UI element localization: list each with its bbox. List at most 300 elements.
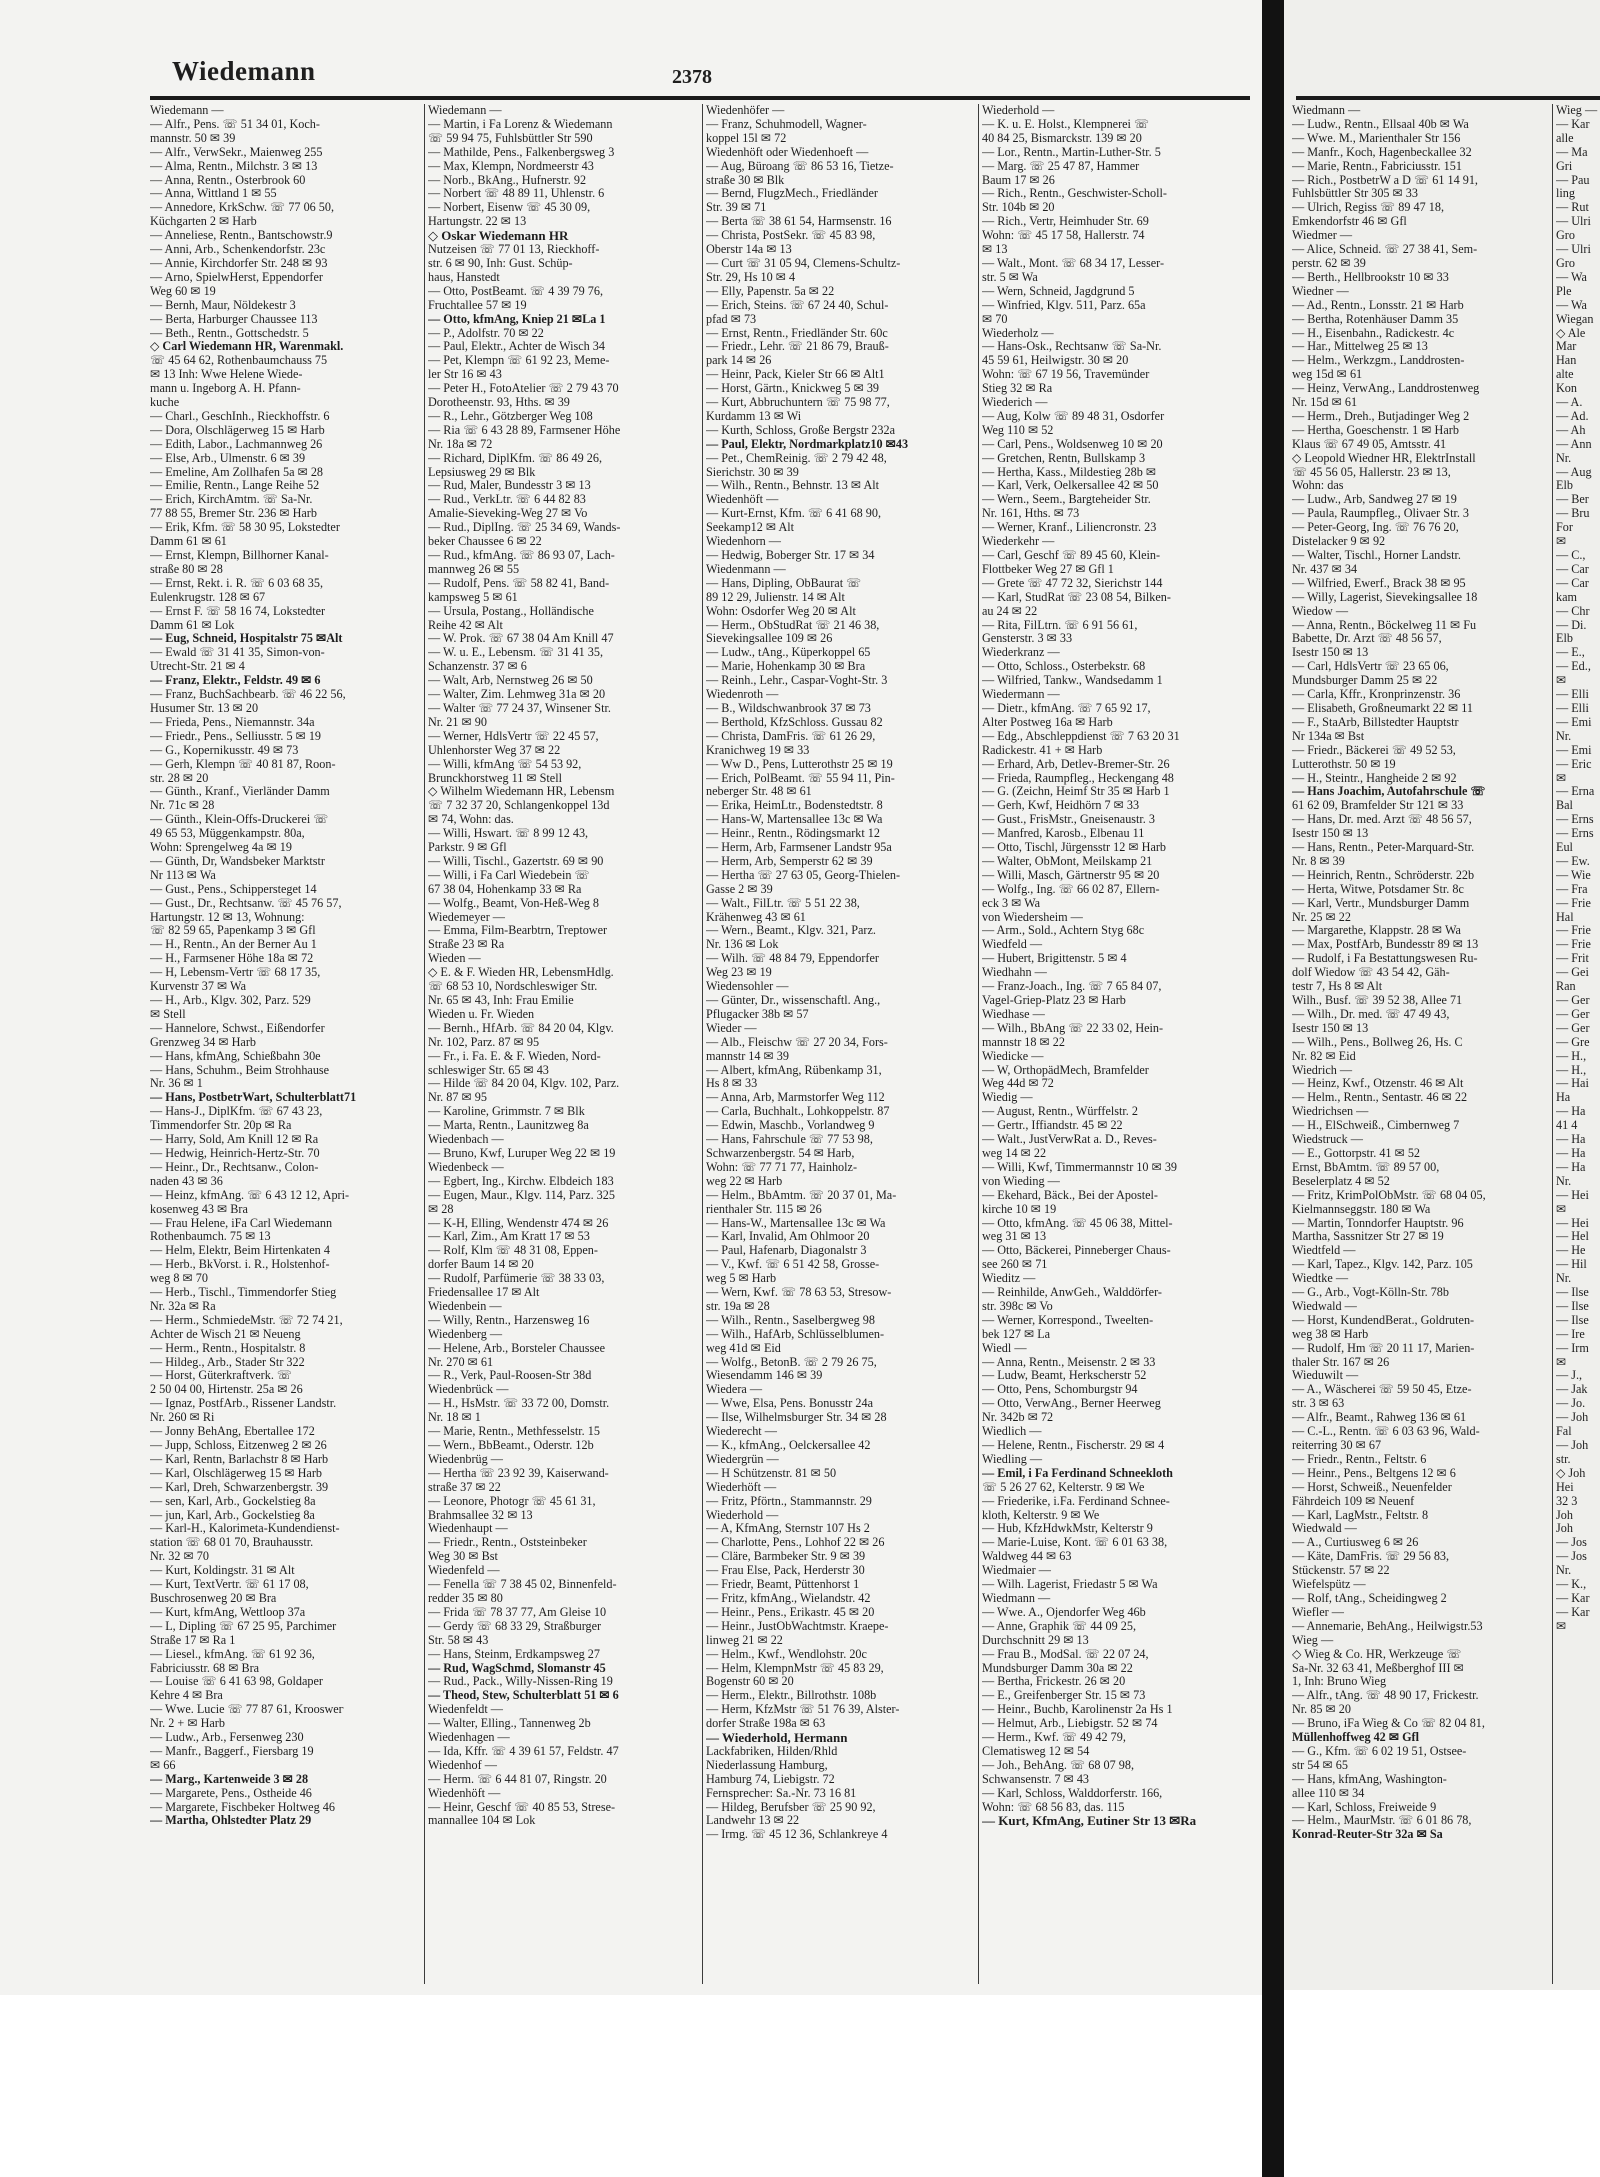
directory-entry: mannstr. 50 ✉ 39 [150, 131, 236, 145]
directory-entry: — Ww D., Pens, Lutterothstr 25 ✉ 19 [706, 757, 893, 771]
directory-entry: — Frie [1556, 938, 1591, 952]
directory-entry: — Herm, Arb, Farmsener Landstr 95a [706, 841, 892, 855]
directory-entry: — Hans, Steinm, Erdkampsweg 27 [428, 1647, 600, 1661]
directory-entry: — Wilh., BbAng ☏ 22 33 02, Hein- [982, 1021, 1164, 1035]
directory-entry: Oberstr 14a ✉ 13 [706, 243, 792, 257]
directory-entry: — Emi [1556, 715, 1592, 729]
directory-entry: — Frau Helene, iFa Carl Wiedemann [150, 1216, 333, 1230]
running-head-name: Wiedemann [172, 56, 316, 86]
directory-entry: — Friederike, i.Fa. Ferdinand Schnee- [982, 1494, 1170, 1508]
directory-entry: Sierichstr. 30 ✉ 39 [706, 465, 799, 479]
directory-entry: Wiedmann — [1292, 104, 1361, 117]
directory-entry: Fährdeich 109 ✉ Neuenf [1292, 1494, 1415, 1508]
directory-entry: Elb [1556, 479, 1573, 493]
directory-entry: — K., kfmAng., Oelckersallee 42 [706, 1439, 871, 1452]
directory-entry: — Anna, Rentn., Osterbrook 60 [150, 173, 306, 187]
directory-entry: — Carla, Kffr., Kronprinzenstr. 36 [1292, 688, 1461, 702]
directory-entry: — Rudolf, Parfümerie ☏ 38 33 03, [428, 1272, 605, 1286]
directory-entry: — Wilh. ☏ 48 84 79, Eppendorfer [706, 952, 879, 966]
directory-entry: — Ludw., Arb, Sandweg 27 ✉ 19 [1292, 493, 1457, 507]
directory-entry: dorfer Straße 198a ✉ 63 [706, 1717, 826, 1731]
directory-entry: — Walt., Mont. ☏ 68 34 17, Lesser- [982, 256, 1165, 270]
directory-entry: — Ma [1556, 145, 1588, 159]
directory-entry: — Wern., BbBeamt., Oderstr. 12b [428, 1439, 594, 1452]
directory-entry: — Wilh., Dr. med. ☏ 47 49 43, [1292, 1007, 1450, 1021]
directory-entry: Nr. 102, Parz. 87 ✉ 95 [428, 1035, 540, 1049]
directory-entry: Nr. [1556, 451, 1572, 465]
directory-entry: — Hedwig, Heinrich-Hertz-Str. 70 [150, 1146, 320, 1160]
directory-entry: — Pau [1556, 173, 1590, 187]
directory-entry: ling [1556, 187, 1575, 201]
directory-entry: — Willy, Rentn., Harzensweg 16 [428, 1313, 590, 1327]
directory-entry: Ple [1556, 284, 1572, 298]
directory-entry: Wiedig — [982, 1091, 1033, 1105]
directory-entry: Wiederhold — [982, 104, 1055, 117]
directory-column-3 [706, 104, 976, 1984]
header-rule [150, 96, 1250, 100]
directory-entry: — Hertha ☏ 27 63 05, Georg-Thielen- [706, 868, 901, 882]
directory-entry: straße 37 ✉ 22 [428, 1480, 501, 1494]
directory-entry: Nr. 71c ✉ 28 [150, 799, 215, 813]
directory-entry: — Wern, Kwf. ☏ 78 63 53, Stresow- [706, 1286, 892, 1300]
directory-entry: Weg 30 ✉ Bst [428, 1550, 498, 1564]
directory-entry: von Wieding — [982, 1174, 1060, 1188]
directory-entry: Distelacker 9 ✉ 92 [1292, 535, 1386, 549]
directory-entry: Wiedenhorn — [706, 535, 781, 549]
directory-entry: — Charl., GeschInh., Rieckhoffstr. 6 [150, 409, 330, 423]
directory-entry: — Ludw., Arb., Fersenweg 230 [150, 1731, 304, 1745]
directory-entry: — Hedwig, Boberger Str. 17 ✉ 34 [706, 549, 875, 562]
directory-entry: Wiedfeld — [982, 938, 1043, 952]
directory-entry: — Wilfried, Ewerf., Brack 38 ✉ 95 [1292, 576, 1466, 590]
directory-entry: — G., Arb., Vogt-Kölln-Str. 78b [1292, 1286, 1449, 1300]
directory-entry: — Ernst, Rentn., Friedländer Str. 60c [706, 326, 888, 340]
directory-entry: — Ignaz, PostfArb., Rissener Landstr. [150, 1397, 337, 1411]
directory-entry: — Margarete, Fischbeker Holtweg 46 [150, 1800, 335, 1814]
directory-entry: — J., [1556, 1369, 1583, 1383]
directory-entry: — Rich., Rentn., Geschwister-Scholl- [982, 187, 1167, 201]
directory-entry: — Willi, i Fa Carl Wiedebein ☏ [428, 868, 590, 882]
directory-entry: — Aug, Büroang ☏ 86 53 16, Tietze- [706, 159, 894, 173]
directory-entry: Wohn: das [1292, 479, 1344, 493]
directory-entry: — R., Lehr., Götzberger Weg 108 [428, 409, 593, 423]
directory-entry: — Erhard, Arb, Detlev-Bremer-Str. 26 [982, 757, 1170, 771]
directory-entry: eck 3 ✉ Wa [982, 896, 1041, 910]
directory-entry: Nr. 85 ✉ 20 [1292, 1703, 1351, 1717]
directory-entry: — Karl, Schloss, Freiweide 9 [1292, 1800, 1437, 1814]
directory-entry: — Curt ☏ 31 05 94, Clemens-Schultz- [706, 256, 901, 270]
directory-entry: — Hans, PostbetrWart, Schulterblatt71 [150, 1091, 357, 1105]
directory-entry: — Ulri [1556, 243, 1591, 257]
directory-entry: — Leonore, Photogr ☏ 45 61 31, [428, 1494, 596, 1508]
directory-entry: Küchgarten 2 ✉ Harb [150, 215, 257, 229]
directory-entry: Mundsburger Damm 30a ✉ 22 [982, 1661, 1133, 1675]
directory-entry: — Erik, Kfm. ☏ 58 30 95, Lokstedter [150, 521, 340, 535]
directory-entry: — Hans-W, Martensallee 13c ✉ Wa [706, 813, 883, 827]
directory-entry: park 14 ✉ 26 [706, 354, 772, 368]
directory-entry: — Heinr., Pens., Beltgens 12 ✉ 6 [1292, 1466, 1456, 1480]
directory-entry: Nr. 270 ✉ 61 [428, 1355, 494, 1369]
directory-entry: Nr. 21 ✉ 90 [428, 715, 487, 729]
directory-entry: — Annemarie, BehAng., Heilwigstr.53 [1292, 1619, 1483, 1633]
directory-entry: — Walter, Tischl., Horner Landstr. [1292, 549, 1461, 562]
directory-entry: Weg 110 ✉ 52 [982, 423, 1054, 437]
directory-entry: — Marta, Rentn., Launitzweg 8a [428, 1119, 589, 1133]
directory-entry: Nr. 15d ✉ 61 [1292, 396, 1358, 410]
directory-entry: Alter Postweg 16a ✉ Harb [982, 715, 1113, 729]
directory-entry: — Rudolf, Pens. ☏ 58 82 41, Band- [428, 576, 610, 590]
directory-entry: perstr. 62 ✉ 39 [1292, 256, 1366, 270]
directory-entry: Weg 23 ✉ 19 [706, 966, 772, 980]
directory-column-6 [1556, 104, 1600, 1984]
directory-entry: weg 38 ✉ Harb [1292, 1327, 1369, 1341]
directory-entry: — Erich, PolBeamt. ☏ 55 94 11, Pin- [706, 771, 895, 785]
directory-entry: — Hans, Dipling, ObBaurat ☏ [706, 576, 862, 590]
directory-entry: — A., Wäscherei ☏ 59 50 45, Etze- [1292, 1383, 1472, 1397]
directory-entry: — Aug, Kolw ☏ 89 48 31, Osdorfer [982, 409, 1165, 423]
directory-entry: Wiedtke — [1292, 1272, 1349, 1286]
directory-entry: str. 6 ✉ 90, Inh: Gust. Schüp- [428, 256, 573, 270]
directory-entry: — Carl, Geschf ☏ 89 45 60, Klein- [982, 549, 1161, 562]
directory-entry: — Willi, Masch, Gärtnerstr 95 ✉ 20 [982, 868, 1160, 882]
directory-entry: Hal [1556, 910, 1574, 924]
directory-entry: Damm 61 ✉ Lok [150, 618, 235, 632]
directory-entry: Wiefler — [1292, 1605, 1344, 1619]
directory-entry: ✉ [1556, 1202, 1567, 1216]
directory-entry: Wiedenhagen — [428, 1731, 510, 1745]
directory-entry: Wohn: ☏ 67 19 56, Travemünder [982, 368, 1150, 382]
directory-entry: — Karl, StudRat ☏ 23 08 54, Bilken- [982, 590, 1171, 604]
directory-entry: — He [1556, 1244, 1586, 1258]
directory-entry: — Wern., Beamt., Klgv. 321, Parz. [706, 924, 876, 938]
directory-entry: — Friedr, Beamt, Püttenhorst 1 [706, 1578, 860, 1592]
directory-entry: — Dora, Olschlägerweg 15 ✉ Harb [150, 423, 325, 437]
directory-entry: — Fenella ☏ 7 38 45 02, Binnenfeld- [428, 1578, 617, 1592]
directory-entry: ✉ 70 [982, 312, 1008, 326]
directory-entry: Dorotheenstr. 93, Hths. ✉ 39 [428, 396, 570, 410]
directory-entry: — Kurth, Schloss, Große Bergstr 232a [706, 423, 896, 437]
directory-entry: — Berth., Hellbrookstr 10 ✉ 33 [1292, 270, 1449, 284]
directory-entry: — Ilse [1556, 1286, 1589, 1300]
directory-entry: — H., [1556, 1049, 1587, 1063]
directory-entry: — Gerh, Kwf, Heidhörn 7 ✉ 33 [982, 799, 1140, 813]
directory-entry: str. 398c ✉ Vo [982, 1299, 1053, 1313]
directory-column-5 [1292, 104, 1550, 1984]
directory-entry: — Martha, Ohlstedter Platz 29 [150, 1814, 312, 1828]
directory-entry: Nr. 136 ✉ Lok [706, 938, 779, 952]
directory-entry: — Rich., Vertr, Heimhuder Str. 69 [982, 215, 1149, 229]
directory-entry: — E., Gottorpstr. 41 ✉ 52 [1292, 1146, 1421, 1160]
directory-entry: — Heinr, Pack, Kieler Str 66 ✉ Alt1 [706, 368, 885, 382]
directory-entry: — Friedr., Rentn., Oststeinbeker [428, 1536, 587, 1550]
directory-entry: — Ernst, Rekt. i. R. ☏ 6 03 68 35, [150, 576, 323, 590]
directory-entry: — Car [1556, 576, 1589, 590]
directory-entry: Ran [1556, 980, 1576, 994]
directory-entry: — Joh [1556, 1439, 1589, 1452]
directory-entry: Kielmannseggstr. 180 ✉ Wa [1292, 1202, 1431, 1216]
directory-entry: — Marie, Rentn., Methfesselstr. 15 [428, 1425, 600, 1439]
directory-entry: — Peter-Georg, Ing. ☏ 76 76 20, [1292, 521, 1459, 535]
directory-entry: Niederlassung Hamburg, [706, 1758, 828, 1772]
directory-entry: — A. [1556, 396, 1583, 410]
directory-entry: Wiedenbrüg — [428, 1452, 503, 1466]
directory-entry: — Alfr., Pens. ☏ 51 34 01, Koch- [150, 117, 320, 131]
directory-entry: thaler Str. 167 ✉ 26 [1292, 1355, 1390, 1369]
directory-entry: — Paul, Elektr, Nordmarkplatz10 ✉43 [706, 437, 909, 451]
directory-entry: Wiedenhaupt — [428, 1522, 508, 1536]
directory-entry: — Ria ☏ 6 43 28 89, Farmsener Höhe [428, 423, 621, 437]
directory-entry: Mar [1556, 340, 1577, 354]
directory-entry: Isestr 150 ✉ 13 [1292, 646, 1369, 660]
directory-entry: — Wern., Seem., Bargteheider Str. [982, 493, 1151, 507]
directory-entry: — Erns [1556, 813, 1594, 827]
directory-entry: — H., Eisenbahn., Radickestr. 4c [1292, 326, 1455, 340]
directory-entry: Mundsburger Damm 25 ✉ 22 [1292, 674, 1438, 688]
directory-entry: — Ger [1556, 1021, 1590, 1035]
directory-entry: — Karl, Schloss, Walddorferstr. 166, [982, 1786, 1163, 1800]
directory-entry: — G. (Zeichn, Heimf Str 35 ✉ Harb 1 [982, 785, 1170, 799]
directory-entry: — Eric [1556, 757, 1592, 771]
directory-entry: — Heinr., JustObWachtmstr. Kraepe- [706, 1619, 889, 1633]
directory-entry: — Karl, Dreh, Schwarzenbergstr. 39 [150, 1480, 329, 1494]
directory-entry: Wilh., Busf. ☏ 39 52 38, Allee 71 [1292, 994, 1463, 1007]
directory-entry: — Bru [1556, 507, 1590, 521]
directory-entry: Joh [1556, 1522, 1573, 1536]
directory-entry: ✉ [1556, 674, 1567, 688]
directory-entry: — Paul, Elektr., Achter de Wisch 34 [428, 340, 605, 354]
directory-entry: schleswiger Str. 65 ✉ 43 [428, 1063, 549, 1077]
directory-entry: Nr. 8 ✉ 39 [1292, 854, 1345, 868]
directory-entry: Wohn: ☏ 68 56 83, das. 115 [982, 1800, 1125, 1814]
directory-entry: Martha, Sassnitzer Str 27 ✉ 19 [1292, 1230, 1444, 1244]
directory-entry: — Alfr., Beamt., Rahweg 136 ✉ 61 [1292, 1411, 1467, 1425]
directory-entry: Wieduwilt — [1292, 1369, 1359, 1383]
directory-entry: Wiederkranz — [982, 646, 1060, 660]
directory-entry: 32 3 [1556, 1494, 1578, 1508]
directory-entry: — Rud., DiplIng. ☏ 25 34 69, Wands- [428, 521, 621, 535]
directory-entry: — Liesel., kfmAng. ☏ 61 92 36, [150, 1647, 315, 1661]
directory-entry: — Reinhilde, AnwGeh., Walddörfer- [982, 1286, 1162, 1300]
directory-entry: — Wilh. Lagerist, Friedastr 5 ✉ Wa [982, 1578, 1158, 1592]
directory-entry: Lackfabriken, Hilden/Rhld [706, 1744, 838, 1758]
directory-entry: — Wilh., Rentn., Saselbergweg 98 [706, 1313, 875, 1327]
directory-entry: Wiederich — [982, 396, 1048, 410]
directory-entry: — Friedr., Lehr. ☏ 21 86 79, Brauß- [706, 340, 889, 354]
directory-entry: Hartungstr. 12 ✉ 13, Wohnung: [150, 910, 305, 924]
directory-entry: — Bernd, FlugzMech., Friedländer [706, 187, 878, 201]
directory-entry: Ha [1556, 1091, 1571, 1105]
directory-entry: — Günter, Dr., wissenschaftl. Ang., [706, 994, 881, 1007]
directory-entry: — Heinr., Rentn., Rödingsmarkt 12 [706, 827, 880, 841]
directory-entry: — Elly, Papenstr. 5a ✉ 22 [706, 284, 835, 298]
directory-entry: Kurdamm 13 ✉ Wi [706, 409, 802, 423]
directory-entry: Wieg — [1556, 104, 1598, 117]
directory-entry: — Hei [1556, 1216, 1589, 1230]
directory-entry: Sievekingsallee 109 ✉ 26 [706, 632, 833, 646]
directory-entry: — Rud., VerkLtr. ☏ 6 44 82 83 [428, 493, 586, 507]
directory-entry: — Wa [1556, 298, 1587, 312]
directory-entry: — Hans, Schuhm., Beim Strohhause [150, 1063, 330, 1077]
directory-entry: — Elli [1556, 701, 1589, 715]
directory-entry: — Gerh, Klempn ☏ 40 81 87, Roon- [150, 757, 336, 771]
directory-entry: ✉ [1556, 1619, 1567, 1633]
directory-entry: Wiedensohler — [706, 980, 789, 994]
directory-entry: Eul [1556, 841, 1573, 855]
directory-entry: Babette, Dr. Arzt ☏ 48 56 57, [1292, 632, 1442, 646]
directory-column-2 [428, 104, 698, 1984]
directory-entry: Wiederecht — [706, 1425, 777, 1439]
directory-entry: ◇ Carl Wiedemann HR, Warenmakl. [150, 340, 344, 354]
directory-entry: — Hans Joachim, Autofahrschule ☏ [1292, 785, 1486, 799]
directory-entry: Weg 44d ✉ 72 [982, 1077, 1054, 1091]
directory-entry: — Walt., FilLtr. ☏ 5 51 22 38, [706, 896, 860, 910]
directory-entry: Achter de Wisch 21 ✉ Neueng [150, 1327, 301, 1341]
directory-entry: — Anna, Rentn., Meisenstr. 2 ✉ 33 [982, 1355, 1156, 1369]
directory-entry: — Jos [1556, 1550, 1587, 1564]
directory-entry: — Helm., Kwf., Wendlohstr. 20c [706, 1647, 867, 1661]
directory-entry: — R., Verk, Paul-Roosen-Str 38d [428, 1369, 592, 1383]
directory-entry: mannstr 18 ✉ 22 [982, 1035, 1065, 1049]
directory-entry: Fruchtallee 57 ✉ 19 [428, 298, 527, 312]
directory-entry: Str. 58 ✉ 43 [428, 1633, 489, 1647]
directory-entry: Timmendorfer Str. 20p ✉ Ra [150, 1119, 292, 1133]
directory-entry: — Karl, Verk, Oelkersallee 42 ✉ 50 [982, 479, 1159, 493]
directory-entry: ◇ Wieg & Co. HR, Werkzeuge ☏ [1292, 1647, 1462, 1661]
directory-entry: Wiedenfeldt — [428, 1703, 503, 1717]
directory-entry: — Hildeg, Berufsber ☏ 25 90 92, [706, 1800, 876, 1814]
directory-entry: — Willi, Tischl., Gazertstr. 69 ✉ 90 [428, 854, 604, 868]
directory-entry: — Rud., Pack., Willy-Nissen-Ring 19 [428, 1675, 613, 1689]
directory-entry: — Wilh., Pens., Bollweg 26, Hs. C [1292, 1035, 1463, 1049]
directory-entry: — Hei [1556, 1188, 1589, 1202]
directory-entry: kam [1556, 590, 1577, 604]
directory-entry: — Ulrich, Regiss ☏ 89 47 18, [1292, 201, 1445, 215]
directory-entry: Buschrosenweg 20 ✉ Bra [150, 1591, 277, 1605]
directory-entry: Rothenbaumch. 75 ✉ 13 [150, 1230, 271, 1244]
directory-entry: Klaus ☏ 67 49 05, Amtsstr. 41 [1292, 437, 1447, 451]
directory-entry: — Rich., PostbetrW a D ☏ 61 14 91, [1292, 173, 1478, 187]
directory-entry: Str. 39 ✉ 71 [706, 201, 767, 215]
directory-entry: weg 8 ✉ 70 [150, 1272, 208, 1286]
directory-entry: Uhlenhorster Weg 37 ✉ 22 [428, 743, 561, 757]
directory-entry: Wiedstruck — [1292, 1133, 1363, 1147]
directory-entry: — Wwe. M., Marienthaler Str 156 [1292, 131, 1461, 145]
directory-entry: Friedensallee 17 ✉ Alt [428, 1286, 540, 1300]
directory-entry: Wieder — [706, 1021, 757, 1035]
directory-entry: Müllenhoffweg 42 ✉ Gfl [1292, 1731, 1419, 1745]
directory-entry: Sa-Nr. 32 63 41, Meßberghof III ✉ [1292, 1661, 1464, 1675]
directory-entry: — Heinr, Geschf ☏ 40 85 53, Strese- [428, 1800, 616, 1814]
directory-entry: — Herm, KfzMstr ☏ 51 76 39, Alster- [706, 1703, 900, 1717]
directory-entry: rienthaler Str. 115 ✉ 26 [706, 1202, 822, 1216]
directory-entry: — Wolfg., Ing. ☏ 66 02 87, Ellern- [982, 882, 1160, 896]
directory-entry: — Ernst F. ☏ 58 16 74, Lokstedter [150, 604, 326, 618]
directory-entry: — Joh., BehAng. ☏ 68 07 98, [982, 1758, 1135, 1772]
directory-entry: — Kar [1556, 1605, 1590, 1619]
directory-entry: — H., Farmsener Höhe 18a ✉ 72 [150, 952, 314, 966]
directory-entry: — Hans, kfmAng, Washington- [1292, 1772, 1447, 1786]
directory-entry: Nr. [1556, 729, 1572, 743]
directory-entry: — Gust., Dr., Rechtsanw. ☏ 45 76 57, [150, 896, 342, 910]
directory-entry: — Emilie, Rentn., Lange Reihe 52 [150, 479, 320, 493]
directory-entry: Landwehr 13 ✉ 22 [706, 1814, 800, 1828]
directory-entry: — Emil, i Fa Ferdinand Schneekloth [982, 1466, 1173, 1480]
directory-entry: — Herm., Kwf. ☏ 49 42 79, [982, 1731, 1126, 1745]
directory-entry: — Margarete, Pens., Ostheide 46 [150, 1786, 312, 1800]
directory-entry: — Wilh., HafArb, Schlüsselblumen- [706, 1327, 885, 1341]
directory-entry: — Günth., Klein-Offs-Druckerei ☏ [150, 813, 329, 827]
directory-entry: Brahmsallee 32 ✉ 13 [428, 1508, 533, 1522]
directory-entry: — Fritz, Pförtn., Stammannstr. 29 [706, 1494, 872, 1508]
directory-entry: Wiederhold — [706, 1508, 779, 1522]
directory-entry: — Ludw., Rentn., Ellsaal 40b ✉ Wa [1292, 117, 1469, 131]
directory-entry: — Anni, Arb., Schenkendorfstr. 23c [150, 243, 326, 257]
directory-entry: kloth, Kelterstr. 9 ✉ We [982, 1508, 1100, 1522]
directory-entry: Schwarzenbergstr. 54 ✉ Harb, [706, 1146, 855, 1160]
directory-entry: — Karl, Olschlägerweg 15 ✉ Harb [150, 1466, 322, 1480]
directory-entry: Nr. 161, Hths. ✉ 73 [982, 507, 1080, 521]
directory-entry: str. 28 ✉ 20 [150, 771, 209, 785]
directory-entry: — Annedore, KrkSchw. ☏ 77 06 50, [150, 201, 335, 215]
directory-entry: 61 62 09, Bramfelder Str 121 ✉ 33 [1292, 799, 1464, 813]
directory-entry: str. [1556, 1452, 1571, 1466]
directory-entry: — Har., Mittelweg 25 ✉ 13 [1292, 340, 1428, 354]
directory-entry: — Walt., JustVerwRat a. D., Reves- [982, 1133, 1157, 1147]
directory-entry: — Norbert ☏ 48 89 11, Uhlenstr. 6 [428, 187, 605, 201]
directory-entry: — Eug, Schneid, Hospitalstr 75 ✉Alt [150, 632, 343, 646]
directory-entry: — Beth., Rentn., Gottschedstr. 5 [150, 326, 309, 340]
directory-entry: — Bruno, Kwf, Luruper Weg 22 ✉ 19 [428, 1146, 616, 1160]
directory-entry: — Anna, Rentn., Böckelweg 11 ✉ Fu [1292, 618, 1477, 632]
directory-entry: bek 127 ✉ La [982, 1327, 1051, 1341]
directory-entry: — Theod, Stew, Schulterblatt 51 ✉ 6 [428, 1689, 619, 1703]
directory-entry: — H., HsMstr. ☏ 33 72 00, Domstr. [428, 1397, 610, 1411]
directory-entry: — E., [1556, 646, 1585, 660]
directory-entry: Str. 29, Hs 10 ✉ 4 [706, 270, 796, 284]
directory-entry: ✉ [1556, 535, 1567, 549]
directory-entry: — Ewald ☏ 31 41 35, Simon-von- [150, 646, 325, 660]
directory-entry: — Frit [1556, 952, 1589, 966]
directory-entry: — Kar [1556, 117, 1590, 131]
directory-entry: Nutzeisen ☏ 77 01 13, Rieckhoff- [428, 243, 600, 257]
directory-entry: — Norb., BkAng., Hufnerstr. 92 [428, 173, 587, 187]
directory-entry: Wiedemeyer — [428, 910, 505, 924]
directory-entry: 40 84 25, Bismarckstr. 139 ✉ 20 [982, 131, 1142, 145]
directory-entry: — Marie, Rentn., Fabriciusstr. 151 [1292, 159, 1462, 173]
header-rule-facing [1296, 96, 1600, 100]
directory-entry: — Helene, Rentn., Fischerstr. 29 ✉ 4 [982, 1439, 1165, 1452]
directory-entry: — Walter ☏ 77 24 37, Winsener Str. [428, 701, 611, 715]
directory-entry: Wiedenfeld — [428, 1564, 500, 1578]
directory-entry: Nr 134a ✉ Bst [1292, 729, 1365, 743]
directory-entry: — Bertha, Rotenhäuser Damm 35 [1292, 312, 1459, 326]
page-gutter [1262, 0, 1284, 2177]
directory-entry: — Rut [1556, 201, 1589, 215]
directory-entry: Straße 17 ✉ Ra 1 [150, 1633, 236, 1647]
directory-entry: — Ger [1556, 1007, 1590, 1021]
directory-entry: — W. Prok. ☏ 67 38 04 Am Knill 47 [428, 632, 614, 646]
directory-entry: — Ew. [1556, 854, 1590, 868]
directory-entry: — Kurt, Abbruchuntern ☏ 75 98 77, [706, 396, 890, 410]
directory-entry: 2 50 04 00, Hirtenstr. 25a ✉ 26 [150, 1383, 303, 1397]
directory-entry: Konrad-Reuter-Str 32a ✉ Sa [1292, 1828, 1443, 1842]
directory-entry: straße 30 ✉ Blk [706, 173, 785, 187]
directory-entry: — Pet, Klempn ☏ 61 92 23, Meme- [428, 354, 610, 368]
directory-entry: Nr. 32a ✉ Ra [150, 1299, 216, 1313]
directory-entry: — Heinz, VerwAng., Landdrostenweg [1292, 382, 1480, 396]
directory-entry: Vagel-Griep-Platz 23 ✉ Harb [982, 994, 1126, 1007]
directory-entry: — Ilse [1556, 1299, 1589, 1313]
